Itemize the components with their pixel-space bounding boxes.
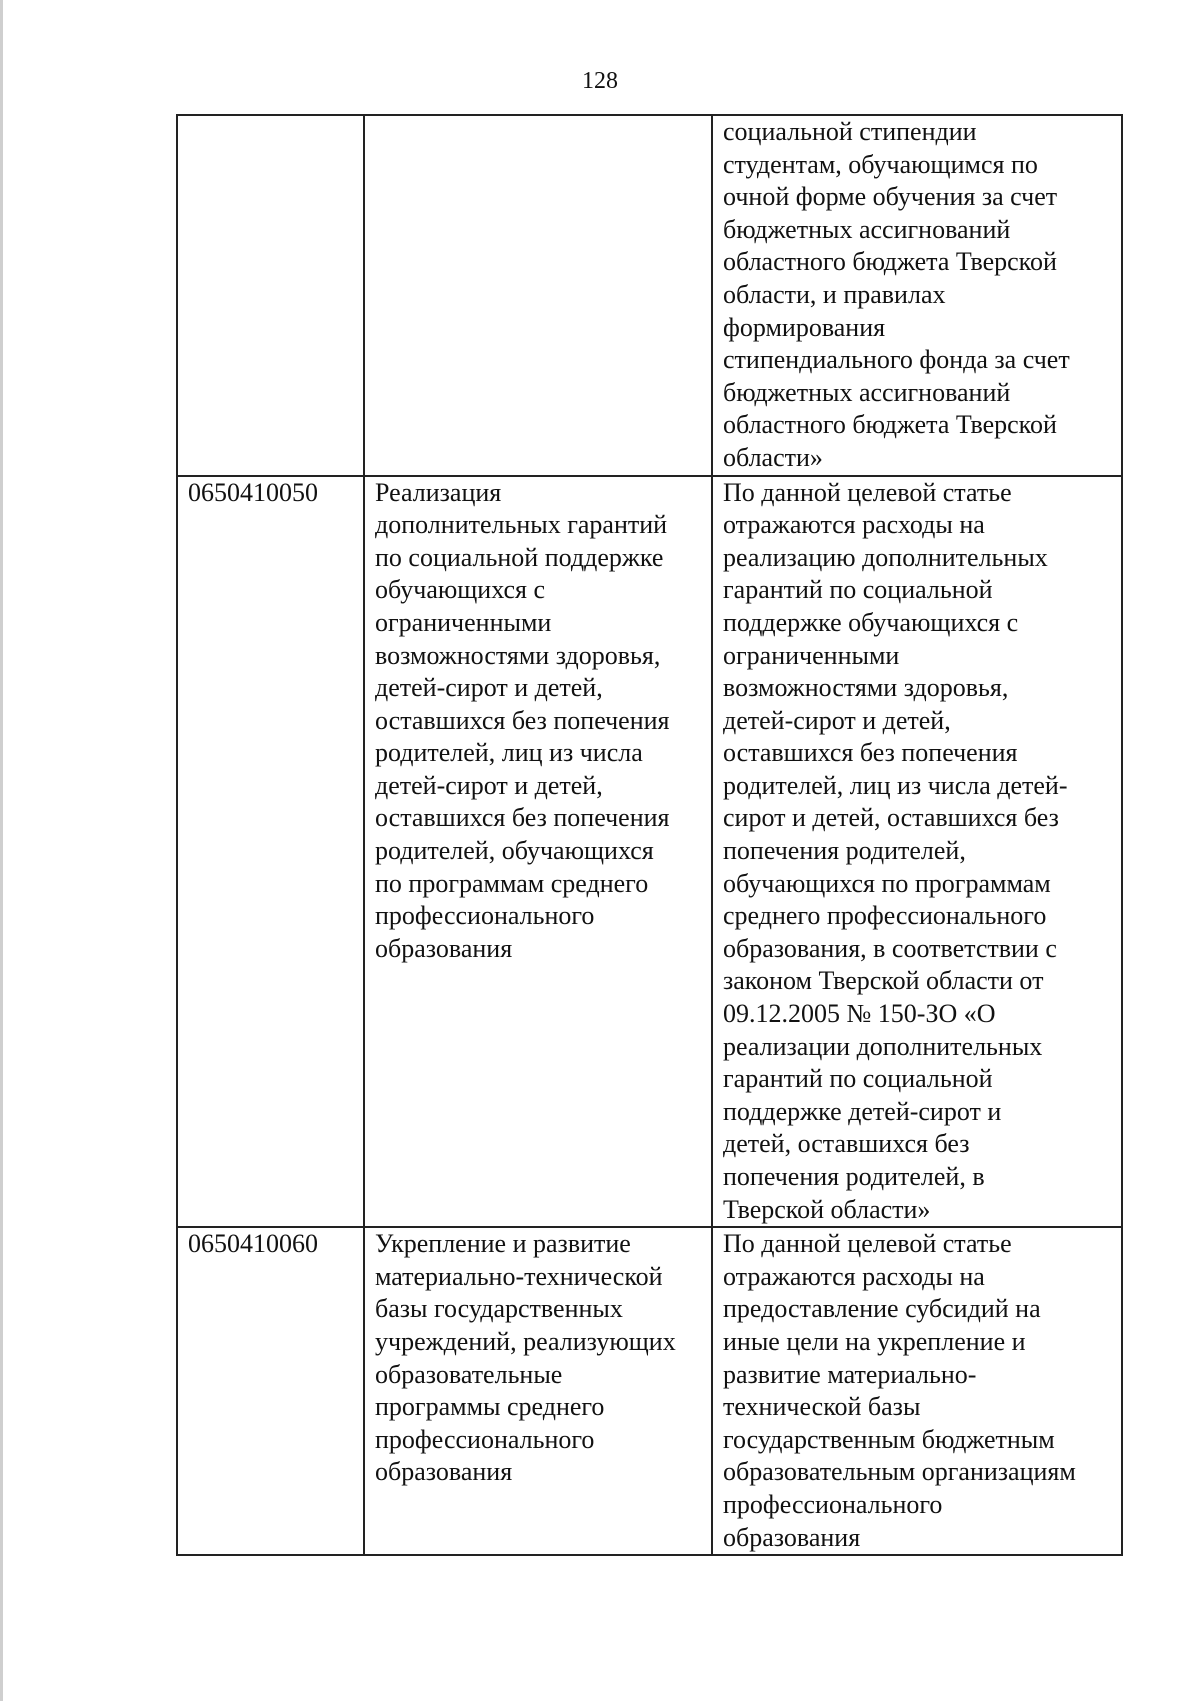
name-text-line: по программам среднего — [375, 868, 649, 898]
target-article-description — [712, 476, 1122, 1228]
description-text-line: формирования — [723, 312, 886, 342]
description-text-line: По данной целевой статье — [723, 477, 1012, 507]
target-article-description — [712, 115, 1122, 476]
name-text-line: родителей, лиц из числа — [375, 738, 643, 768]
name-text-line: дополнительных гарантий — [375, 510, 668, 540]
name-text-line: программы среднего — [375, 1392, 605, 1422]
name-text-line: Укрепление и развитие — [375, 1229, 631, 1259]
description-text-line: поддержке детей-сирот и — [723, 1096, 1002, 1126]
name-text-line: Реализация — [375, 477, 502, 507]
name-text-line: учреждений, реализующих — [375, 1326, 676, 1356]
description-text-line: По данной целевой статье — [723, 1229, 1012, 1259]
description-text-line: образования, в соответствии с — [723, 933, 1057, 963]
description-text-line: иные цели на укрепление и — [723, 1326, 1026, 1356]
description-text-line: отражаются расходы на — [723, 510, 985, 540]
target-article-name — [364, 476, 712, 1228]
description-text-line: поддержке обучающихся с — [723, 607, 1019, 637]
description-text-line: возможностями здоровья, — [723, 673, 1009, 703]
description-text-line: области» — [723, 442, 823, 472]
description-text-line: гарантий по социальной — [723, 575, 993, 605]
target-article-name — [364, 1227, 712, 1555]
target-article-code: 0650410060 — [177, 1227, 364, 1555]
description-text-line: технической базы — [723, 1392, 921, 1422]
target-article-name — [364, 115, 712, 476]
description-text-line: реализацию дополнительных — [723, 542, 1048, 572]
description-text-line: попечения родителей, — [723, 836, 966, 866]
name-text-line: обучающихся с — [375, 575, 546, 605]
description-text-line: государственным бюджетным — [723, 1424, 1055, 1454]
description-text-line: родителей, лиц из числа детей- — [723, 770, 1068, 800]
description-text-line: областного бюджета Тверской — [723, 247, 1057, 277]
description-text-line: детей, оставшихся без — [723, 1129, 970, 1159]
description-text-line: образовательным организациям — [723, 1457, 1076, 1487]
description-text-line: бюджетных ассигнований — [723, 377, 1011, 407]
description-text-line: ограниченными — [723, 640, 900, 670]
name-text-line: материально-технической — [375, 1261, 663, 1291]
description-text-line: образования — [723, 1522, 861, 1552]
name-text-line: возможностями здоровья, — [375, 640, 661, 670]
description-text-line: гарантий по социальной — [723, 1064, 993, 1094]
description-text-line: развитие материально- — [723, 1359, 977, 1389]
description-text-line: профессионального — [723, 1489, 943, 1519]
description-text-line: реализации дополнительных — [723, 1031, 1043, 1061]
target-article-description — [712, 1227, 1122, 1555]
description-text-line: областного бюджета Тверской — [723, 410, 1057, 440]
description-text-line: стипендиального фонда за счет — [723, 345, 1070, 375]
description-text-line: Тверской области» — [723, 1194, 931, 1224]
name-text-line: профессионального — [375, 901, 595, 931]
table-row — [177, 1227, 1122, 1555]
description-text-line: законом Тверской области от — [723, 966, 1044, 996]
page-number: 128 — [582, 68, 618, 94]
description-text-line: обучающихся по программам — [723, 868, 1051, 898]
description-text-line: студентам, обучающимся по — [723, 149, 1038, 179]
description-text-line: очной форме обучения за счет — [723, 182, 1058, 212]
description-text-line: отражаются расходы на — [723, 1261, 985, 1291]
target-article-code — [177, 115, 364, 476]
name-text-line: оставшихся без попечения — [375, 705, 670, 735]
description-text-line: детей-сирот и детей, — [723, 705, 951, 735]
target-article-code: 0650410050 — [177, 476, 364, 1228]
name-text-line: детей-сирот и детей, — [375, 673, 603, 703]
name-text-line: образования — [375, 1457, 513, 1487]
name-text-line: родителей, обучающихся — [375, 836, 654, 866]
table-row — [177, 476, 1122, 1228]
budget-classification-table — [176, 114, 1123, 1556]
name-text-line: профессионального — [375, 1424, 595, 1454]
name-text-line: образовательные — [375, 1359, 563, 1389]
name-text-line: образования — [375, 933, 513, 963]
name-text-line: детей-сирот и детей, — [375, 770, 603, 800]
name-text-line: ограниченными — [375, 607, 552, 637]
name-text-line: по социальной поддержке — [375, 542, 664, 572]
description-text-line: предоставление субсидий на — [723, 1294, 1041, 1324]
description-text-line: области, и правилах — [723, 279, 946, 309]
table-row — [177, 115, 1122, 476]
description-text-line: 09.12.2005 № 150-ЗО «О — [723, 999, 996, 1029]
scan-edge — [0, 0, 3, 1701]
name-text-line: базы государственных — [375, 1294, 623, 1324]
description-text-line: бюджетных ассигнований — [723, 214, 1011, 244]
description-text-line: попечения родителей, в — [723, 1162, 985, 1191]
description-text-line: оставшихся без попечения — [723, 738, 1018, 768]
description-text-line: социальной стипендии — [723, 117, 977, 146]
description-text-line: сирот и детей, оставшихся без — [723, 803, 1059, 833]
description-text-line: среднего профессионального — [723, 901, 1047, 931]
name-text-line: оставшихся без попечения — [375, 803, 670, 833]
